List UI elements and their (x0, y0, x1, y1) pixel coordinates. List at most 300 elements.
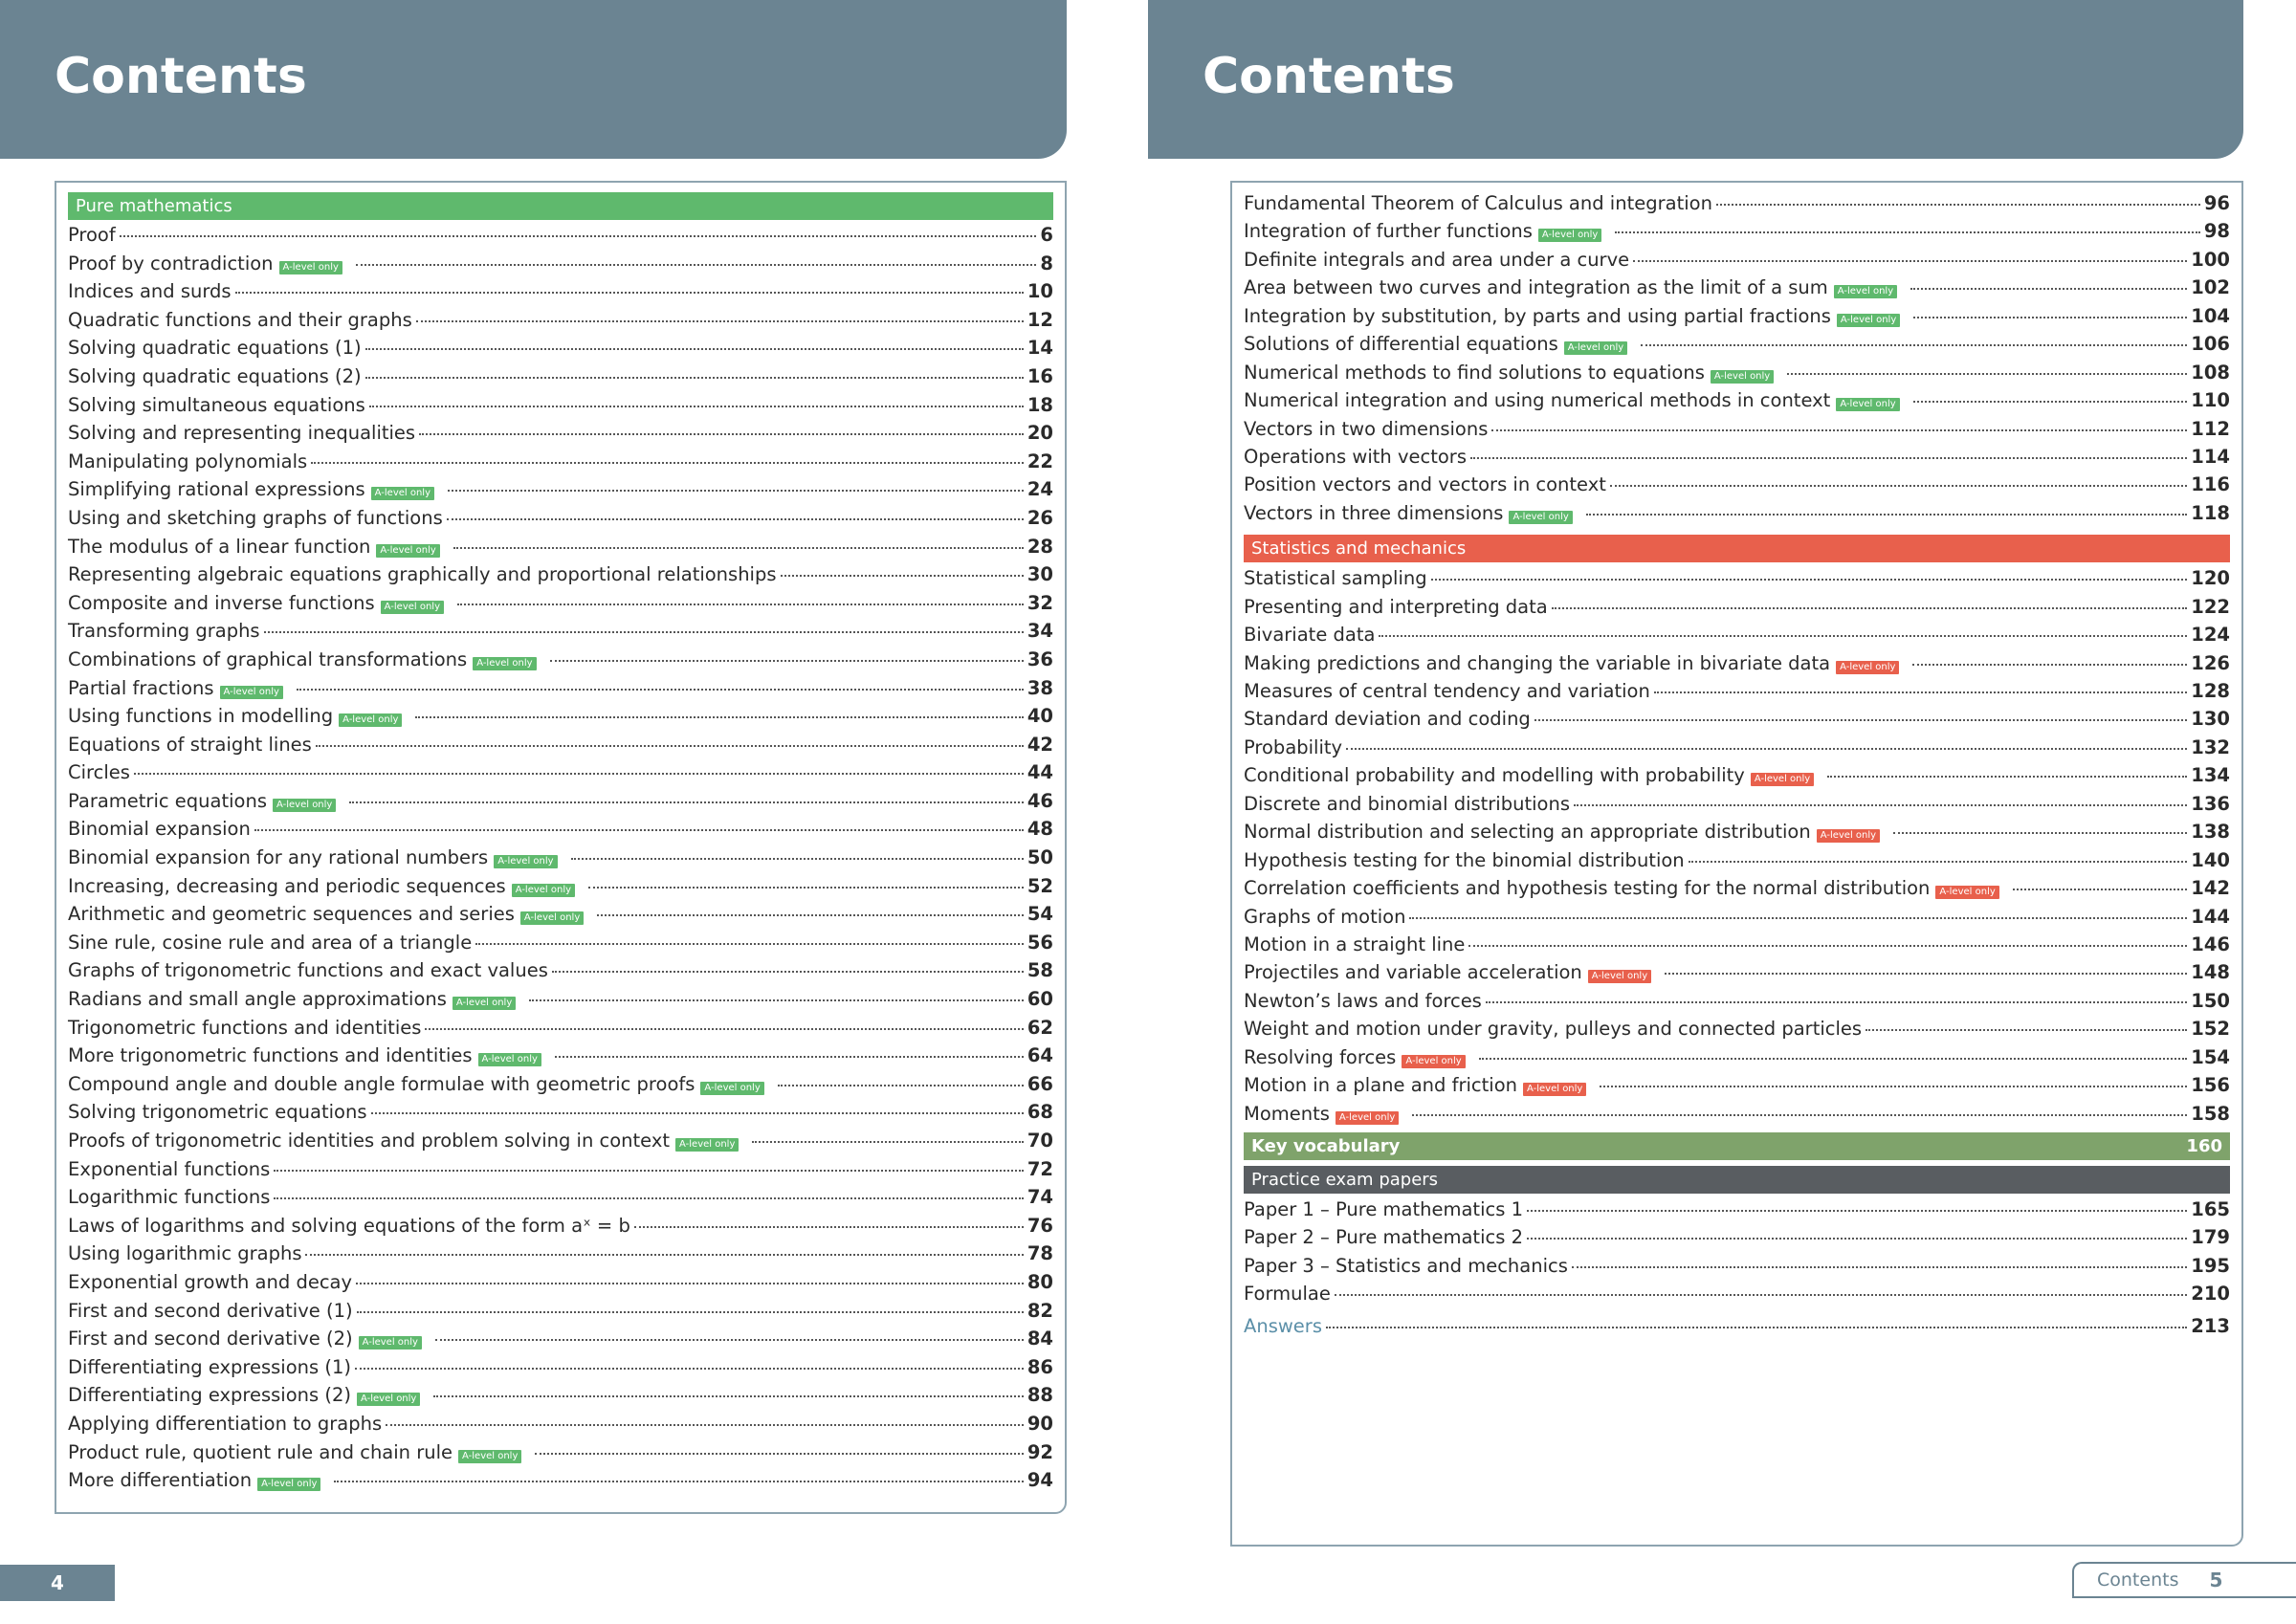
toc-entry[interactable] (68, 1017, 1053, 1045)
toc-entry[interactable] (68, 563, 1053, 592)
toc-entry[interactable] (68, 1215, 1053, 1243)
toc-entry-title: Integration by substitution, by parts and using partial fractions (1244, 304, 1831, 327)
leader-dots (2013, 889, 2188, 890)
toc-entry[interactable] (68, 846, 1053, 875)
leader-dots (1486, 1001, 2187, 1003)
toc-entry-title: Trigonometric functions and identities (68, 1016, 422, 1039)
leader-dots (416, 320, 1024, 322)
page-number: 4 (51, 1571, 64, 1594)
toc-entry-page: 52 (1027, 874, 1053, 897)
toc-entry-title: Definite integrals and area under a curve (1244, 248, 1630, 271)
toc-entry-title: The modulus of a linear function (68, 535, 371, 558)
stats-list (1244, 567, 2230, 1130)
toc-entry-title: Measures of central tendency and variation (1244, 680, 1650, 702)
a-level-only-badge: A-level only (1402, 1055, 1465, 1068)
toc-entry-title: Numerical methods to find solutions to equations (1244, 361, 1705, 384)
a-level-only-badge: A-level only (376, 544, 439, 558)
leader-dots (1716, 204, 2200, 206)
toc-entry[interactable] (68, 1300, 1053, 1328)
a-level-only-badge: A-level only (520, 911, 584, 925)
toc-entry-page: 66 (1027, 1072, 1053, 1095)
toc-entry-page: 6 (1040, 224, 1053, 246)
a-level-only-badge: A-level only (1836, 661, 1899, 674)
toc-entry[interactable] (1244, 906, 2230, 933)
toc-entry[interactable] (1244, 652, 2230, 680)
a-level-only-badge: A-level only (478, 1053, 541, 1066)
toc-entry-title: Fundamental Theorem of Calculus and integration (1244, 192, 1712, 214)
right-page-footer (2072, 1562, 2296, 1598)
toc-entry[interactable] (68, 450, 1053, 479)
toc-entry-page: 102 (2191, 276, 2230, 299)
toc-entry-title: Resolving forces (1244, 1045, 1397, 1068)
toc-entry-page: 82 (1027, 1299, 1053, 1322)
toc-entry-page: 80 (1027, 1270, 1053, 1293)
right-page-title: Contents (1203, 48, 1455, 105)
a-level-only-badge: A-level only (494, 855, 557, 868)
toc-entry[interactable] (1244, 821, 2230, 848)
leader-dots (134, 773, 1024, 775)
toc-entry-page: 12 (1027, 308, 1053, 331)
toc-entry-page: 126 (2191, 651, 2230, 674)
toc-entry[interactable] (1244, 362, 2230, 389)
key-vocabulary-page: 160 (2186, 1136, 2222, 1156)
leader-dots (1910, 288, 2187, 290)
toc-entry[interactable] (1244, 624, 2230, 651)
toc-entry-title: Partial fractions (68, 676, 214, 699)
toc-entry[interactable] (68, 422, 1053, 450)
toc-entry[interactable] (68, 224, 1053, 252)
a-level-only-badge: A-level only (381, 601, 444, 614)
toc-entry-page: 124 (2191, 624, 2230, 647)
left-contents-panel (55, 181, 1067, 1514)
toc-entry-page: 76 (1027, 1214, 1053, 1237)
toc-entry-title: First and second derivative (2) (68, 1328, 353, 1350)
leader-dots (457, 604, 1024, 605)
toc-entry[interactable] (68, 1271, 1053, 1300)
toc-entry-page: 8 (1040, 252, 1053, 274)
toc-entry[interactable] (1244, 1198, 2230, 1226)
toc-entry-page: 92 (1027, 1440, 1053, 1463)
toc-entry-page: 86 (1027, 1355, 1053, 1378)
toc-entry[interactable] (68, 648, 1053, 677)
toc-entry[interactable] (68, 959, 1053, 988)
a-level-only-badge: A-level only (458, 1450, 521, 1463)
toc-entry-page: 22 (1027, 450, 1053, 472)
toc-entry-page: 20 (1027, 422, 1053, 445)
toc-entry-title: Position vectors and vectors in context (1244, 473, 1606, 496)
toc-entry[interactable] (1244, 220, 2230, 248)
toc-entry[interactable] (68, 309, 1053, 338)
toc-entry-title: Projectiles and variable acceleration (1244, 961, 1582, 984)
answers-title: Answers (1244, 1314, 1322, 1337)
toc-entry[interactable] (1244, 567, 2230, 595)
toc-entry[interactable] (1244, 473, 2230, 501)
leader-dots (297, 689, 1024, 691)
toc-entry[interactable] (68, 1044, 1053, 1073)
toc-entry-title: Vectors in two dimensions (1244, 417, 1489, 440)
a-level-only-badge: A-level only (512, 884, 575, 897)
toc-entry-page: 146 (2191, 933, 2230, 955)
toc-entry-title: More trigonometric functions and identities (68, 1044, 473, 1067)
toc-entry-title: Operations with vectors (1244, 445, 1467, 468)
toc-entry[interactable] (68, 677, 1053, 706)
toc-entry-page: 50 (1027, 846, 1053, 869)
toc-entry-title: Binomial expansion for any rational numbers (68, 846, 489, 869)
leader-dots (357, 1311, 1024, 1313)
right-contents-list (1244, 192, 2230, 1343)
leader-dots (419, 433, 1024, 435)
leader-dots (529, 999, 1024, 1001)
toc-entry[interactable] (68, 1441, 1053, 1470)
leader-dots (1412, 1114, 2187, 1116)
toc-entry[interactable] (68, 1073, 1053, 1102)
toc-entry[interactable] (68, 1469, 1053, 1498)
toc-entry[interactable] (68, 620, 1053, 648)
toc-entry[interactable] (1244, 793, 2230, 821)
leader-dots (453, 547, 1024, 549)
toc-entry-title: Laws of logarithms and solving equations of the form aˣ = b (68, 1214, 630, 1237)
toc-entry[interactable] (1244, 1046, 2230, 1074)
leader-dots (369, 406, 1024, 407)
toc-entry[interactable] (1244, 680, 2230, 708)
key-vocabulary-title: Key vocabulary (1251, 1136, 1401, 1156)
toc-entry-page: 94 (1027, 1469, 1053, 1492)
a-level-only-badge: A-level only (675, 1138, 739, 1152)
toc-entry-page: 70 (1027, 1130, 1053, 1152)
toc-entry-title: Parametric equations (68, 789, 267, 812)
leader-dots (1586, 514, 2188, 516)
leader-dots (433, 1395, 1024, 1397)
toc-entry-title: Quadratic functions and their graphs (68, 308, 412, 331)
leader-dots (1633, 260, 2187, 262)
a-level-only-badge: A-level only (1837, 314, 1900, 327)
leader-dots (386, 1424, 1024, 1426)
toc-entry-page: 112 (2191, 417, 2230, 440)
toc-entry[interactable] (1244, 192, 2230, 220)
toc-entry-title: Circles (68, 761, 130, 784)
a-level-only-badge: A-level only (1588, 970, 1651, 983)
toc-entry[interactable] (68, 818, 1053, 846)
toc-entry-page: 142 (2191, 877, 2230, 900)
leader-dots (1654, 691, 2187, 693)
toc-entry-page: 98 (2203, 220, 2230, 243)
a-level-only-badge: A-level only (257, 1478, 320, 1491)
toc-entry-title: Statistical sampling (1244, 567, 1427, 590)
toc-entry-title: Solving quadratic equations (1) (68, 337, 362, 360)
leader-dots (305, 1254, 1023, 1256)
toc-entry[interactable] (1244, 1283, 2230, 1310)
toc-entry[interactable] (1244, 502, 2230, 530)
toc-entry[interactable] (1244, 1074, 2230, 1102)
toc-entry-page: 36 (1027, 647, 1053, 670)
leader-dots (588, 887, 1024, 889)
leader-dots (447, 518, 1024, 520)
toc-entry-title: Proofs of trigonometric identities and problem solving in context (68, 1130, 671, 1152)
toc-entry-title: Discrete and binomial distributions (1244, 792, 1570, 815)
toc-entry-title: Graphs of trigonometric functions and exact values (68, 959, 548, 982)
leader-dots (120, 235, 1037, 237)
answers-row[interactable] (1244, 1315, 2230, 1343)
toc-entry[interactable] (68, 280, 1053, 309)
toc-entry-page: 148 (2191, 961, 2230, 984)
toc-entry[interactable] (1244, 446, 2230, 473)
leader-dots (1431, 579, 2188, 581)
toc-entry[interactable] (1244, 305, 2230, 333)
toc-entry[interactable] (68, 1384, 1053, 1413)
leader-dots (1491, 429, 2187, 431)
toc-entry-page: 38 (1027, 676, 1053, 699)
toc-entry[interactable] (1244, 933, 2230, 961)
leader-dots (1479, 1058, 2188, 1060)
toc-entry-title: Formulae (1244, 1283, 1331, 1306)
toc-entry-title: Proof (68, 224, 116, 246)
a-level-only-badge: A-level only (1817, 829, 1880, 843)
toc-entry-title: Using and sketching graphs of functions (68, 506, 443, 529)
key-vocabulary-row[interactable] (1244, 1132, 2230, 1160)
toc-entry[interactable] (68, 1413, 1053, 1441)
leader-dots (349, 801, 1024, 803)
toc-entry[interactable] (1244, 849, 2230, 877)
toc-entry[interactable] (1244, 1103, 2230, 1130)
toc-entry-title: Sine rule, cosine rule and area of a triangle (68, 931, 473, 954)
toc-entry-title: Paper 3 – Statistics and mechanics (1244, 1254, 1568, 1277)
toc-entry-title: Simplifying rational expressions (68, 478, 365, 501)
leader-dots (752, 1141, 1023, 1143)
toc-entry-page: 72 (1027, 1157, 1053, 1180)
leader-dots (781, 575, 1024, 577)
toc-entry[interactable] (68, 875, 1053, 904)
toc-entry-title: Paper 1 – Pure mathematics 1 (1244, 1198, 1523, 1220)
toc-entry[interactable] (1244, 961, 2230, 989)
toc-entry-page: 158 (2191, 1102, 2230, 1125)
toc-entry-title: Solving trigonometric equations (68, 1101, 367, 1124)
toc-entry-page: 96 (2203, 192, 2230, 214)
toc-entry-title: Exponential growth and decay (68, 1270, 353, 1293)
leader-dots (235, 292, 1024, 294)
toc-entry-title: Bivariate data (1244, 624, 1376, 647)
toc-entry-title: Weight and motion under gravity, pulleys and connected particles (1244, 1018, 1863, 1041)
a-level-only-badge: A-level only (1935, 886, 1998, 899)
toc-entry-page: 64 (1027, 1044, 1053, 1067)
leader-dots (1468, 945, 2187, 947)
toc-entry-title: Motion in a straight line (1244, 933, 1466, 955)
toc-entry-page: 60 (1027, 988, 1053, 1011)
leader-dots (1527, 1210, 2187, 1212)
leader-dots (264, 631, 1024, 633)
section-header-pure-mathematics (68, 192, 1053, 220)
right-page-header (1148, 0, 2243, 159)
toc-entry[interactable] (1244, 990, 2230, 1018)
toc-entry-title: Proof by contradiction (68, 252, 274, 274)
toc-entry-page: 179 (2191, 1226, 2230, 1249)
pure-continued-list (1244, 192, 2230, 530)
toc-entry-page: 78 (1027, 1242, 1053, 1265)
toc-entry-page: 56 (1027, 931, 1053, 954)
toc-entry[interactable] (1244, 1255, 2230, 1283)
leader-dots (1787, 373, 2187, 375)
toc-entry[interactable] (1244, 333, 2230, 361)
toc-entry[interactable] (68, 337, 1053, 365)
toc-entry-page: 134 (2191, 764, 2230, 787)
leader-dots (365, 377, 1024, 379)
toc-entry-title: Correlation coefficients and hypothesis testing for the normal distribution (1244, 877, 1931, 900)
toc-entry[interactable] (68, 252, 1053, 281)
toc-entry-title: Normal distribution and selecting an appropriate distribution (1244, 821, 1811, 844)
toc-entry-page: 120 (2191, 567, 2230, 590)
leader-dots (356, 264, 1037, 266)
a-level-only-badge: A-level only (1564, 341, 1627, 355)
toc-entry[interactable] (68, 705, 1053, 734)
toc-entry-title: Newton’s laws and forces (1244, 989, 1482, 1012)
toc-entry-page: 130 (2191, 708, 2230, 731)
toc-entry[interactable] (1244, 764, 2230, 792)
left-page-title: Contents (55, 48, 307, 105)
toc-entry[interactable] (68, 761, 1053, 790)
toc-entry[interactable] (68, 1328, 1053, 1356)
leader-dots (356, 1283, 1024, 1284)
left-contents-list (68, 192, 1053, 1498)
toc-entry[interactable] (68, 1186, 1053, 1215)
toc-entry-page: 32 (1027, 591, 1053, 614)
toc-entry-page: 40 (1027, 705, 1053, 728)
section-header-practice-exam-papers (1244, 1166, 2230, 1194)
toc-entry-page: 132 (2191, 735, 2230, 758)
toc-entry-page: 165 (2191, 1198, 2230, 1220)
toc-entry[interactable] (68, 507, 1053, 536)
toc-entry[interactable] (68, 592, 1053, 621)
toc-entry-page: 104 (2191, 304, 2230, 327)
toc-entry[interactable] (68, 536, 1053, 564)
toc-entry[interactable] (1244, 389, 2230, 417)
leader-dots (571, 858, 1024, 860)
toc-entry-page: 44 (1027, 761, 1053, 784)
leader-dots (1665, 973, 2187, 975)
leader-dots (1326, 1327, 2187, 1328)
toc-entry-page: 14 (1027, 337, 1053, 360)
toc-entry-title: Radians and small angle approximations (68, 988, 447, 1011)
toc-entry-title: Transforming graphs (68, 620, 260, 643)
a-level-only-badge: A-level only (359, 1336, 422, 1350)
left-page-number (0, 1565, 115, 1601)
toc-entry-title: Differentiating expressions (2) (68, 1384, 351, 1407)
toc-entry[interactable] (1244, 596, 2230, 624)
toc-entry-page: 116 (2191, 473, 2230, 496)
leader-dots (448, 490, 1024, 492)
toc-entry-page: 152 (2191, 1018, 2230, 1041)
leader-dots (274, 1197, 1023, 1199)
toc-entry-page: 140 (2191, 848, 2230, 871)
toc-entry[interactable] (1244, 276, 2230, 304)
toc-entry[interactable] (68, 478, 1053, 507)
toc-entry-title: Using logarithmic graphs (68, 1242, 302, 1265)
toc-entry-title: Combinations of graphical transformations (68, 647, 468, 670)
toc-entry[interactable] (68, 365, 1053, 394)
toc-entry[interactable] (1244, 736, 2230, 764)
toc-entry[interactable] (68, 1242, 1053, 1271)
toc-entry-title: Vectors in three dimensions (1244, 501, 1504, 524)
leader-dots (274, 1170, 1024, 1172)
leader-dots (634, 1226, 1024, 1228)
leader-dots (334, 1481, 1023, 1482)
toc-entry-title: Product rule, quotient rule and chain rule (68, 1440, 453, 1463)
toc-entry[interactable] (1244, 1226, 2230, 1254)
a-level-only-badge: A-level only (1836, 398, 1899, 411)
toc-entry-title: Indices and surds (68, 280, 232, 303)
leader-dots (355, 1368, 1024, 1370)
toc-entry-title: Compound angle and double angle formulae with geometric proofs (68, 1072, 695, 1095)
toc-entry[interactable] (1244, 1018, 2230, 1045)
a-level-only-badge: A-level only (453, 997, 516, 1010)
leader-dots (1615, 231, 2200, 233)
toc-entry-title: Solving and representing inequalities (68, 422, 416, 445)
toc-entry-page: 34 (1027, 620, 1053, 643)
toc-entry[interactable] (68, 1158, 1053, 1187)
toc-entry[interactable] (1244, 877, 2230, 905)
a-level-only-badge: A-level only (220, 686, 283, 699)
toc-entry-title: Logarithmic functions (68, 1186, 271, 1209)
toc-entry[interactable] (68, 1101, 1053, 1130)
toc-entry-page: 118 (2191, 501, 2230, 524)
toc-entry-page: 144 (2191, 905, 2230, 928)
leader-dots (371, 1112, 1024, 1114)
leader-dots (365, 348, 1024, 350)
toc-entry-page: 106 (2191, 333, 2230, 356)
leader-dots (1827, 776, 2187, 778)
toc-entry-page: 136 (2191, 792, 2230, 815)
leader-dots (1641, 344, 2187, 346)
a-level-only-badge: A-level only (1711, 370, 1774, 384)
toc-entry-title: Arithmetic and geometric sequences and series (68, 903, 515, 926)
toc-entry[interactable] (1244, 708, 2230, 735)
a-level-only-badge: A-level only (1523, 1083, 1586, 1096)
toc-entry[interactable] (68, 1130, 1053, 1158)
toc-entry-page: 58 (1027, 959, 1053, 982)
toc-entry-page: 62 (1027, 1016, 1053, 1039)
toc-entry[interactable] (68, 903, 1053, 932)
toc-entry[interactable] (68, 988, 1053, 1017)
right-contents-panel (1230, 181, 2243, 1547)
leader-dots (1534, 719, 2187, 721)
leader-dots (311, 462, 1024, 464)
toc-entry[interactable] (68, 932, 1053, 960)
toc-entry-page: 128 (2191, 680, 2230, 702)
a-level-only-badge: A-level only (371, 487, 434, 500)
page-number: 5 (2209, 1569, 2223, 1591)
toc-entry-title: Motion in a plane and friction (1244, 1074, 1517, 1097)
toc-entry[interactable] (68, 394, 1053, 423)
toc-entry-title: Graphs of motion (1244, 905, 1406, 928)
toc-entry-page: 54 (1027, 903, 1053, 926)
toc-entry-title: Differentiating expressions (1) (68, 1355, 351, 1378)
toc-entry-title: Representing algebraic equations graphically and proportional relationships (68, 563, 777, 586)
section-title: Practice exam papers (1251, 1170, 1439, 1190)
toc-entry[interactable] (68, 734, 1053, 762)
toc-entry[interactable] (1244, 418, 2230, 446)
toc-entry-page: 100 (2191, 248, 2230, 271)
section-title: Statistics and mechanics (1251, 538, 1467, 560)
leader-dots (316, 745, 1024, 747)
a-level-only-badge: A-level only (339, 713, 402, 727)
toc-entry-page: 16 (1027, 364, 1053, 387)
leader-dots (552, 971, 1024, 973)
toc-entry-page: 156 (2191, 1074, 2230, 1097)
toc-entry[interactable] (68, 1356, 1053, 1385)
toc-entry[interactable] (68, 790, 1053, 819)
toc-entry[interactable] (1244, 249, 2230, 276)
left-page-header (0, 0, 1067, 159)
toc-entry-page: 210 (2191, 1283, 2230, 1306)
a-level-only-badge: A-level only (357, 1393, 420, 1406)
